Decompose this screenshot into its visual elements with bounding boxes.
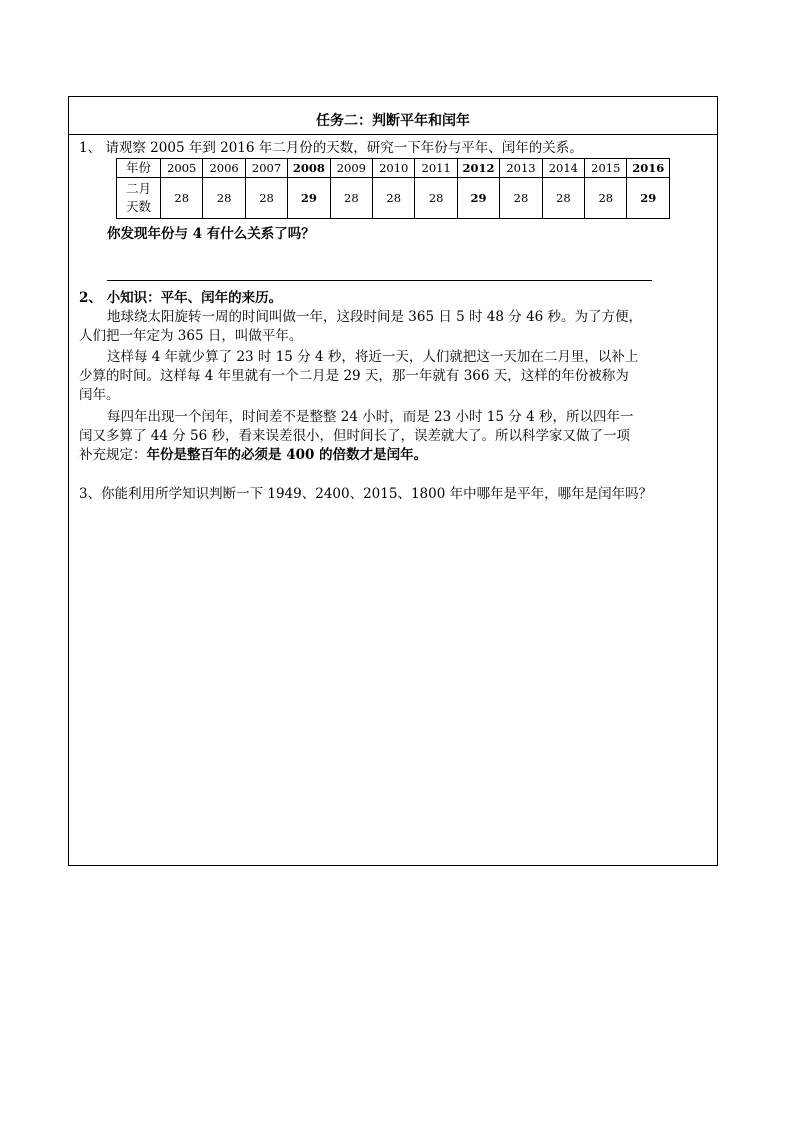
days-cell: 28 <box>585 178 627 219</box>
days-cell: 28 <box>415 178 457 219</box>
question-2-heading: 2、 小知识：平年、闰年的来历。 <box>79 290 283 306</box>
rule-intro: 补充规定： <box>79 447 147 463</box>
answer-blank-line[interactable] <box>107 280 652 281</box>
title-row <box>69 97 717 135</box>
year-cell: 2008 <box>288 159 330 178</box>
days-cell: 29 <box>457 178 499 219</box>
row-label-february-days <box>117 178 161 219</box>
table-row-years <box>117 159 670 178</box>
year-cell: 2016 <box>627 159 670 178</box>
paragraph-2-line-2: 少算的时间。这样每 4 年里就有一个二月是 29 天，那一年就有 366 天，这样的年份被称为 <box>79 368 629 384</box>
row-label-year: 年份 <box>117 159 161 178</box>
days-cell: 28 <box>373 178 415 219</box>
year-cell: 2014 <box>542 159 584 178</box>
paragraph-1-line-2: 人们把一年定为 365 日，叫做平年。 <box>79 328 303 344</box>
days-cell: 29 <box>288 178 330 219</box>
question-1-text: 1、 请观察 2005 年到 2016 年二月份的天数，研究一下年份与平年、闰年的关系。 <box>79 140 583 156</box>
year-cell: 2011 <box>415 159 457 178</box>
question-3-text: 3、你能利用所学知识判断一下 1949、2400、2015、1800 年中哪年是平年，哪年是闰年吗？ <box>79 486 653 502</box>
year-cell: 2007 <box>245 159 287 178</box>
year-cell: 2009 <box>330 159 372 178</box>
task-title: 任务二：判断平年和闰年 <box>316 113 470 129</box>
days-cell: 28 <box>500 178 542 219</box>
paragraph-3-line-1: 每四年出现一个闰年，时间差不是整整 24 小时，而是 23 小时 15 分 4 秒，所以四年一 <box>107 409 634 425</box>
days-cell: 28 <box>542 178 584 219</box>
days-cell: 29 <box>627 178 670 219</box>
row-label-line-2: 天数 <box>125 199 151 214</box>
year-cell: 2013 <box>500 159 542 178</box>
year-cell: 2006 <box>203 159 245 178</box>
days-cell: 28 <box>203 178 245 219</box>
paragraph-1-line-1: 地球绕太阳旋转一周的时间叫做一年，这段时间是 365 日 5 时 48 分 46 秒。为了方便， <box>107 309 643 325</box>
table-row-days <box>117 178 670 219</box>
year-cell: 2010 <box>373 159 415 178</box>
paragraph-3-line-3 <box>79 446 427 464</box>
days-cell: 28 <box>161 178 203 219</box>
days-cell: 28 <box>245 178 287 219</box>
question-1-prompt: 你发现年份与 4 有什么关系了吗？ <box>107 226 315 242</box>
year-cell: 2015 <box>585 159 627 178</box>
days-cell: 28 <box>330 178 372 219</box>
row-label-line-1: 二月 <box>125 181 151 196</box>
paragraph-3-line-2: 闰又多算了 44 分 56 秒，看来误差很小，但时间长了，误差就大了。所以科学家又做了一项 <box>79 428 631 444</box>
paragraph-2-line-1: 这样每 4 年就少算了 23 时 15 分 4 秒，将近一天，人们就把这一天加在二月里，以补上 <box>107 349 639 365</box>
paragraph-2-line-3: 闰年。 <box>79 387 120 403</box>
worksheet-frame <box>68 96 718 866</box>
year-cell: 2005 <box>161 159 203 178</box>
leap-year-rule: 年份是整百年的必须是 400 的倍数才是闰年。 <box>146 447 428 463</box>
february-days-table <box>116 158 670 219</box>
year-cell: 2012 <box>457 159 499 178</box>
